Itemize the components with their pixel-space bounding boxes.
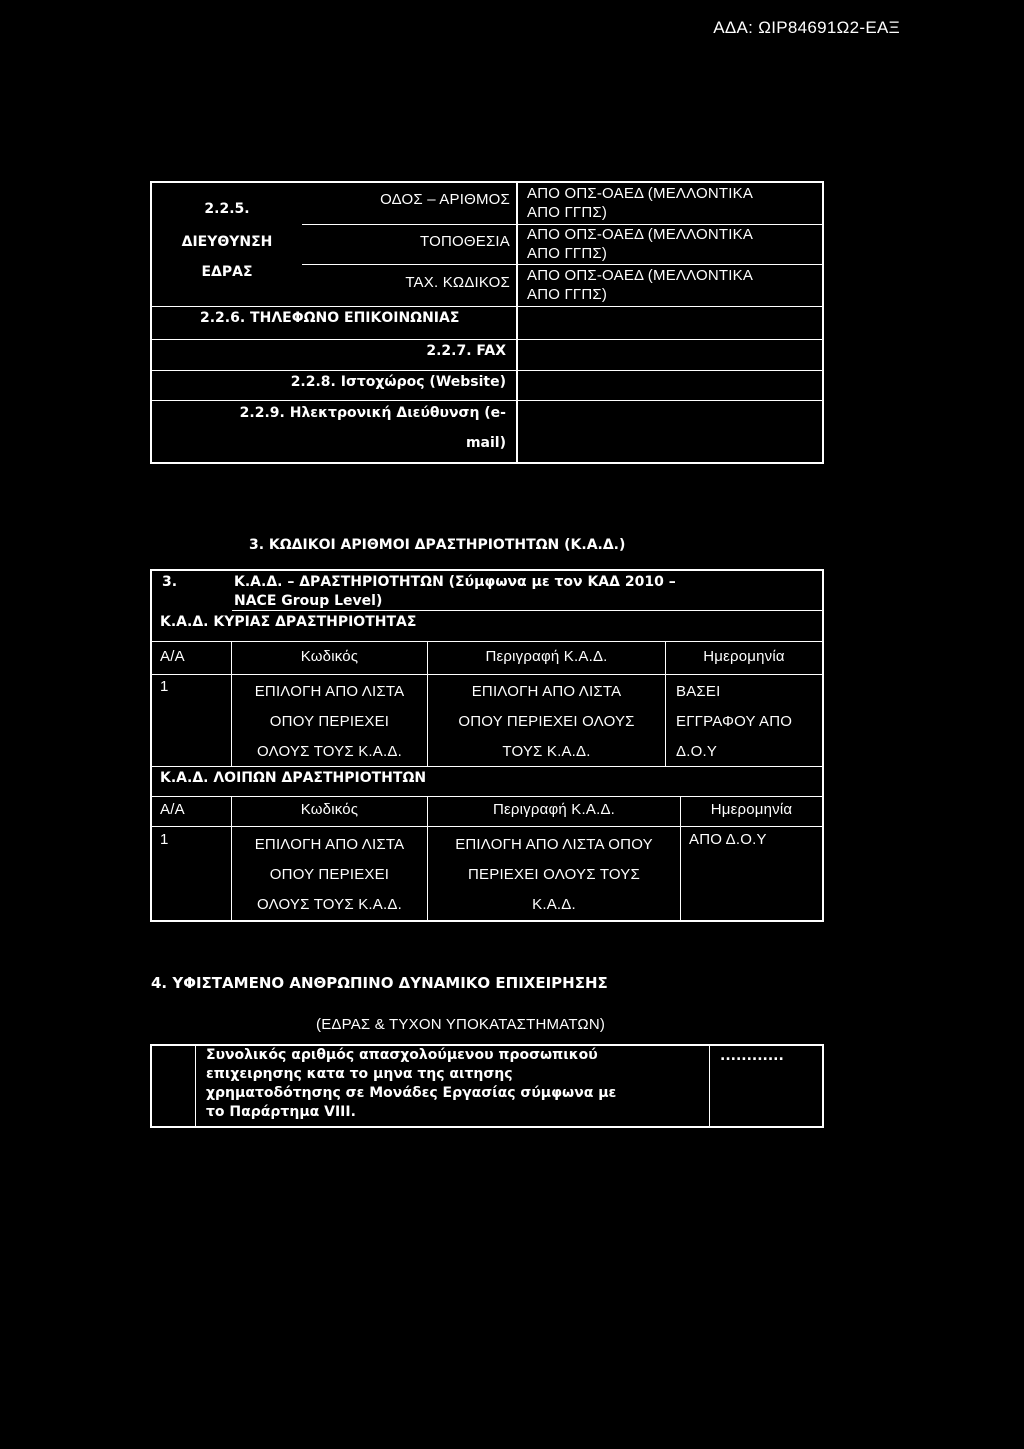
main-row-code[interactable]: ΕΠΙΛΟΓΗ ΑΠΟ ΛΙΣΤΑ ΟΠΟΥ ΠΕΡΙΕΧΕΙ ΟΛΟΥΣ ΤΟΥΣ Κ.Α.Δ.: [254, 683, 405, 760]
other-header-code: Κωδικός: [300, 801, 359, 818]
staff-subheading: (ΕΔΡΑΣ & ΤΥΧΟΝ ΥΠΟΚΑΤΑΣΤΗΜΑΤΩΝ): [316, 1016, 606, 1033]
address-label-line2: ΕΔΡΑΣ: [201, 264, 253, 280]
field-fax: 2.2.7. FAX: [426, 343, 506, 359]
staff-description: Συνολικός αριθμός απασχολούμενου προσωπικού επιχειρησης κατα το μηνα της αιτησης χρηματοδότησης σε Μονάδες Εργασίας σύμφωνα με το Παράρτημα VIII.: [206, 1047, 617, 1120]
header-date: Ημερομηνία: [703, 648, 785, 665]
field-email-line2: mail): [465, 435, 506, 451]
other-header-description: Περιγραφή Κ.Α.Δ.: [492, 801, 616, 818]
field-email: 2.2.9. Ηλεκτρονική Διεύθυνση (e-: [239, 405, 506, 421]
main-row-description[interactable]: ΕΠΙΛΟΓΗ ΑΠΟ ΛΙΣΤΑ ΟΠΟΥ ΠΕΡΙΕΧΕΙ ΟΛΟΥΣ ΤΟΥΣ Κ.Α.Δ.: [458, 683, 635, 760]
other-header-aa: Α/Α: [160, 801, 185, 818]
header-code: Κωδικός: [300, 648, 359, 665]
kad-other-label: Κ.Α.Δ. ΛΟΙΠΩΝ ΔΡΑΣΤΗΡΙΟΤΗΤΩΝ: [160, 770, 427, 786]
kad-main-label: Κ.Α.Δ. ΚΥΡΙΑΣ ΔΡΑΣΤΗΡΙΟΤΗΤΑΣ: [160, 614, 417, 630]
kad-title-line2: NACE Group Level): [234, 593, 383, 609]
address-section-number: 2.2.5.: [204, 201, 250, 217]
value-postal-code: ΑΠΟ ΟΠΣ-ΟΑΕΔ (ΜΕΛΛΟΝΤΙΚΑ ΑΠΟ ΓΓΠΣ): [527, 267, 754, 303]
field-phone: 2.2.6. ΤΗΛΕΦΩΝΟ ΕΠΙΚΟΙΝΩΝΙΑΣ: [200, 310, 460, 326]
value-location: ΑΠΟ ΟΠΣ-ΟΑΕΔ (ΜΕΛΛΟΝΤΙΚΑ ΑΠΟ ΓΓΠΣ): [527, 226, 754, 262]
other-row-date: ΑΠΟ Δ.Ο.Υ: [689, 831, 767, 848]
field-postal-code: ΤΑΧ. ΚΩΔΙΚΟΣ: [405, 274, 510, 291]
other-header-date: Ημερομηνία: [710, 801, 793, 818]
kad-heading: 3. ΚΩΔΙΚΟΙ ΑΡΙΘΜΟΙ ΔΡΑΣΤΗΡΙΟΤΗΤΩΝ (Κ.Α.Δ.): [249, 537, 626, 553]
field-website: 2.2.8. Ιστοχώρος (Website): [290, 374, 506, 390]
main-row-date: ΒΑΣΕΙ ΕΓΓΡΑΦΟΥ ΑΠΟ Δ.Ο.Υ: [676, 683, 793, 760]
header-aa: Α/Α: [160, 648, 185, 665]
field-street: ΟΔΟΣ – ΑΡΙΘΜΟΣ: [380, 191, 510, 208]
kad-number: 3.: [162, 574, 178, 590]
staff-count-value[interactable]: ............: [720, 1048, 784, 1064]
other-row-aa: 1: [160, 831, 169, 848]
staff-heading: 4. ΥΦΙΣΤΑΜΕΝΟ ΑΝΘΡΩΠΙΝΟ ΔΥΝΑΜΙΚΟ ΕΠΙΧΕΙΡΗΣΗΣ: [151, 974, 608, 992]
value-street: ΑΠΟ ΟΠΣ-ΟΑΕΔ (ΜΕΛΛΟΝΤΙΚΑ ΑΠΟ ΓΓΠΣ): [527, 185, 754, 221]
main-row-aa: 1: [160, 678, 169, 695]
other-row-code[interactable]: ΕΠΙΛΟΓΗ ΑΠΟ ΛΙΣΤΑ ΟΠΟΥ ΠΕΡΙΕΧΕΙ ΟΛΟΥΣ ΤΟΥΣ Κ.Α.Δ.: [254, 836, 405, 913]
other-row-description[interactable]: ΕΠΙΛΟΓΗ ΑΠΟ ΛΙΣΤΑ ΟΠΟΥ ΠΕΡΙΕΧΕΙ ΟΛΟΥΣ ΤΟΥΣ Κ.Α.Δ.: [455, 836, 653, 913]
header-description: Περιγραφή Κ.Α.Δ.: [485, 648, 608, 665]
ada-code: ΑΔΑ: ΩΙΡ84691Ω2-ΕΑΞ: [713, 18, 900, 37]
kad-title: Κ.Α.Δ. – ΔΡΑΣΤΗΡΙΟΤΗΤΩΝ (Σύμφωνα με τον ΚΑΔ 2010 –: [234, 574, 676, 590]
field-location: ΤΟΠΟΘΕΣΙΑ: [420, 233, 510, 250]
address-label: ΔΙΕΥΘΥΝΣΗ: [181, 234, 273, 250]
